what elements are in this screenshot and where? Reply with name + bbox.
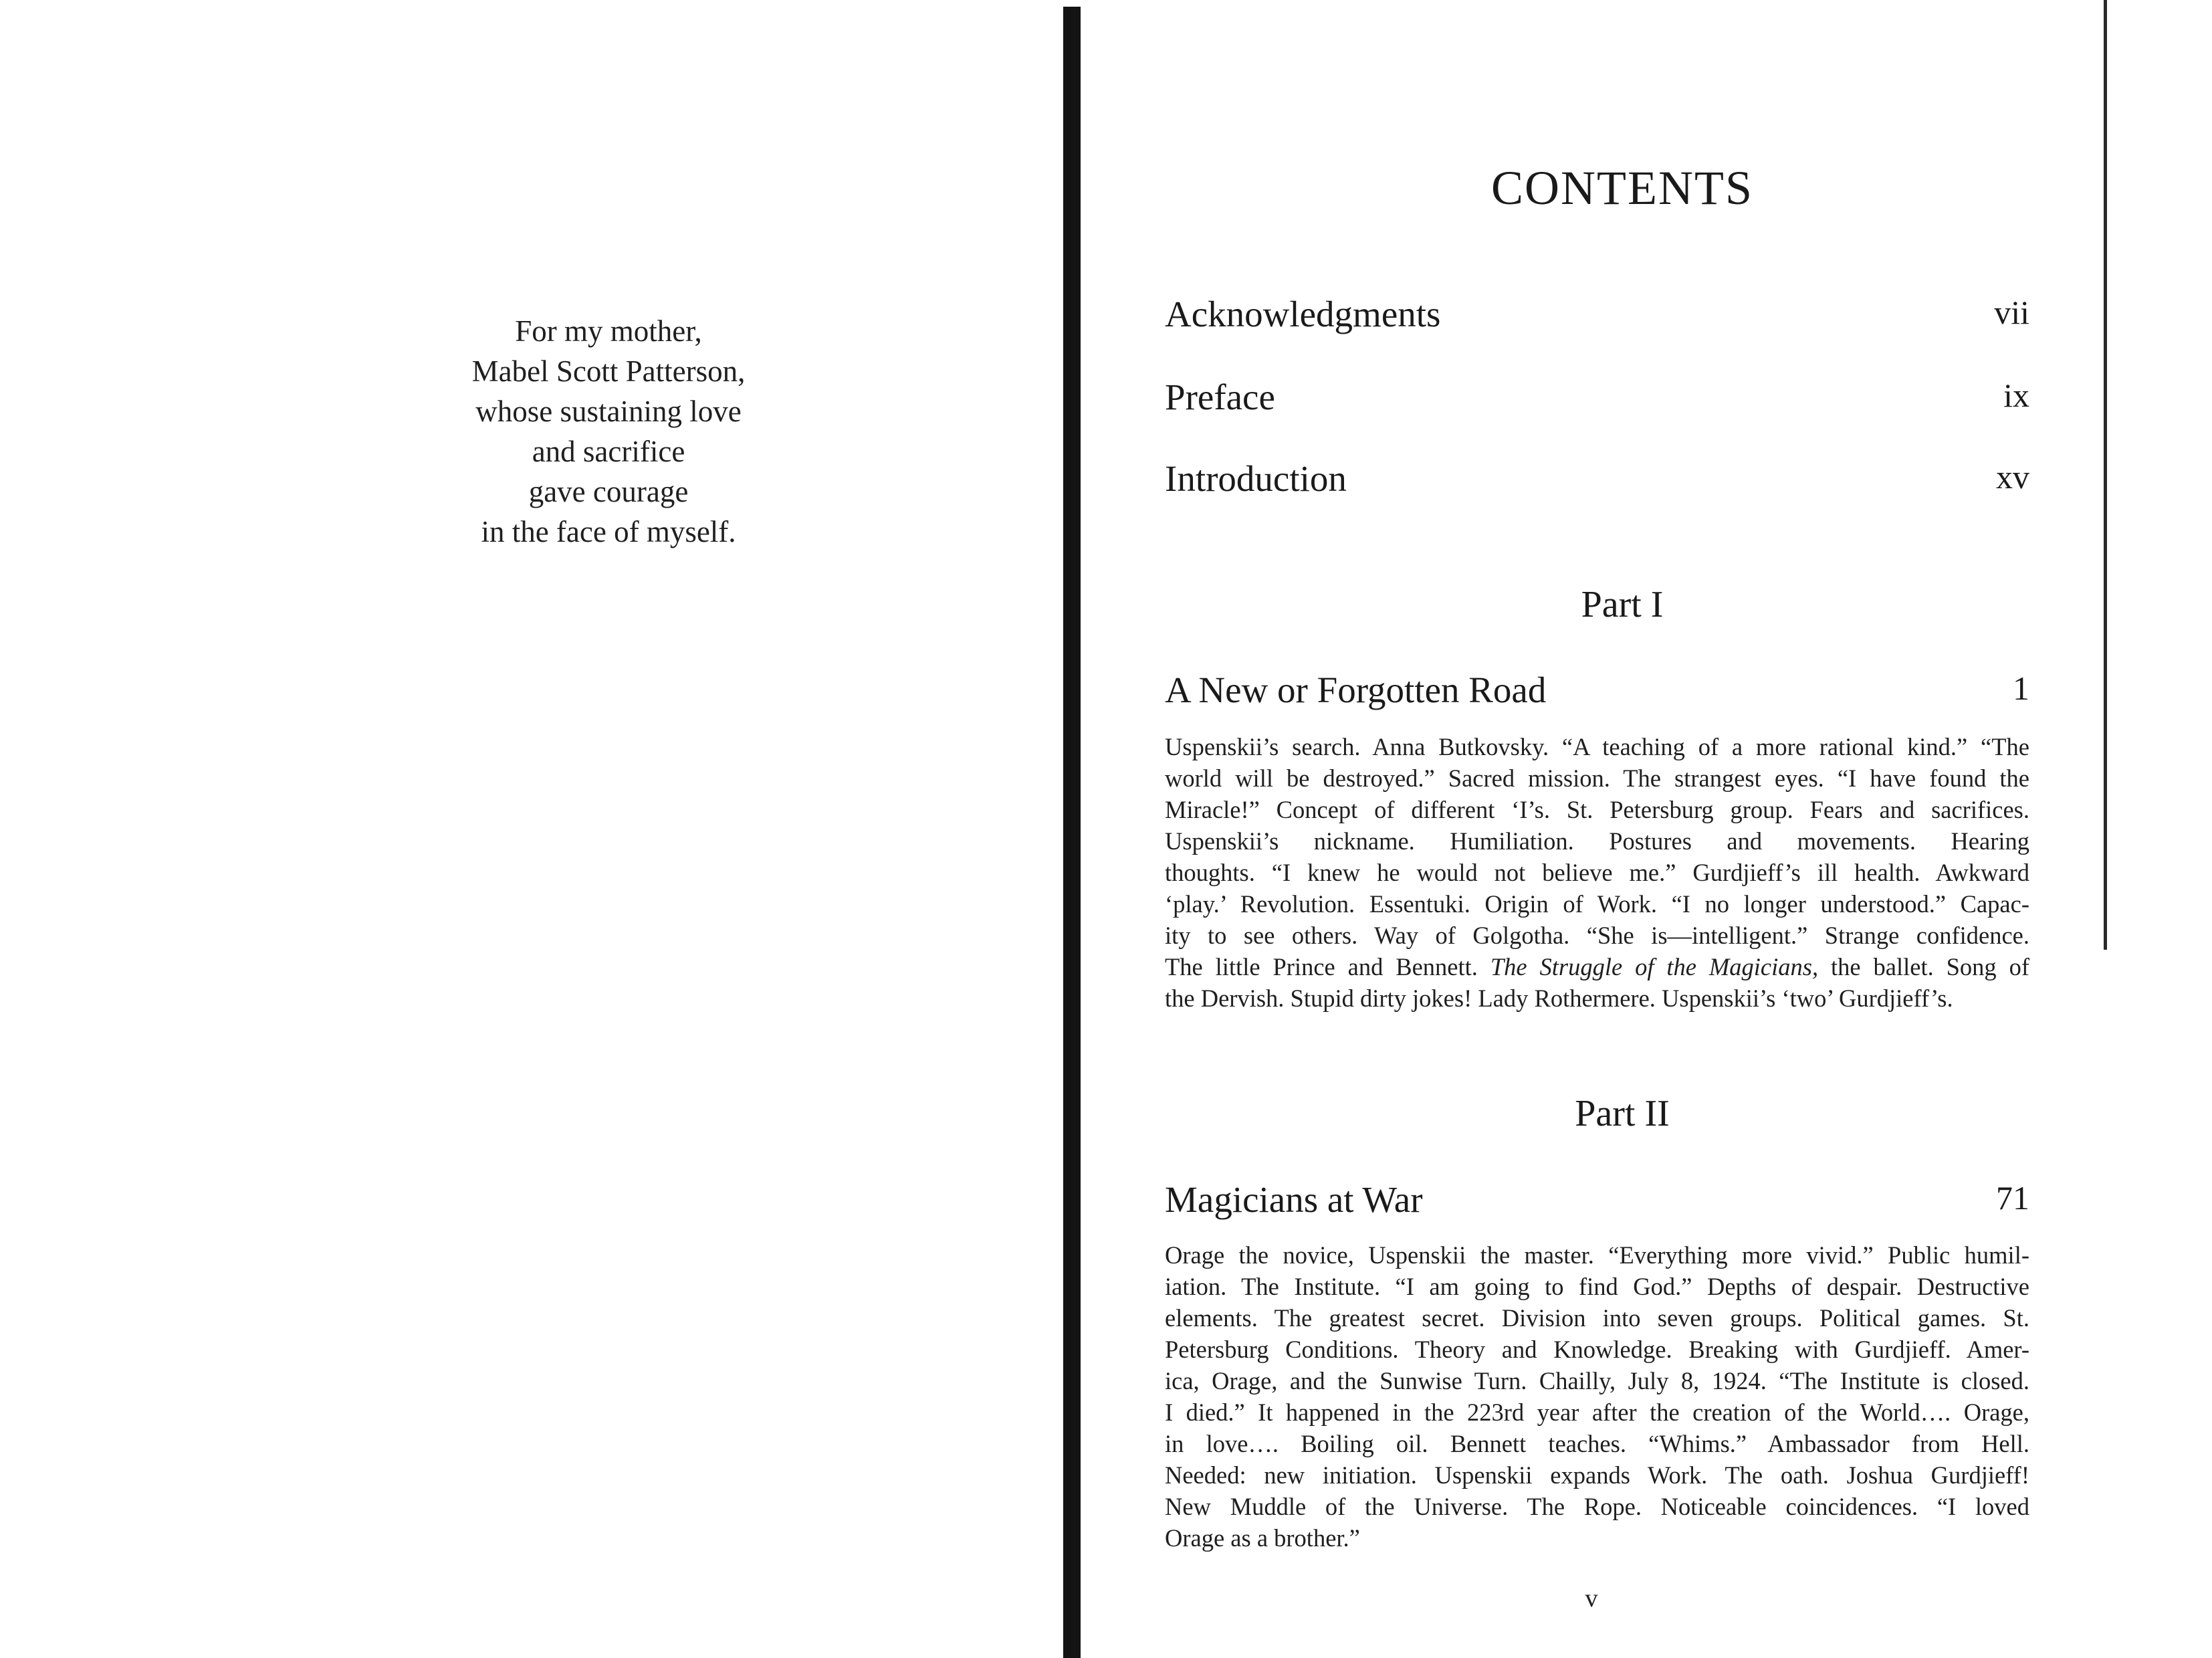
part-heading: Part I — [1581, 584, 1664, 625]
summary-line: Orage the novice, Uspenskii the master. “Everything more vivid.” Public humil- — [1165, 1241, 2029, 1269]
dedication-line: For my mother, — [515, 314, 702, 348]
toc-entry-label: Introduction — [1165, 458, 1347, 499]
book-title-italic: The Struggle of the Magicians, — [1490, 953, 1819, 980]
toc-entry-label: Preface — [1165, 377, 1275, 417]
left-page — [0, 0, 1063, 1658]
toc-entry-page: ix — [2003, 377, 2029, 414]
summary-line: I died.” It happened in the 223rd year after the creation of the World…. Orage, — [1165, 1398, 2029, 1426]
toc-entry-label: Acknowledgments — [1165, 294, 1441, 334]
summary-line: Miracle!” Concept of different ‘I’s. St. Petersburg group. Fears and sacrifices. — [1165, 796, 2029, 823]
page-edge-line — [2104, 0, 2107, 950]
summary-line: elements. The greatest secret. Division into seven groups. Political games. St. — [1165, 1304, 2029, 1332]
toc-entry-page: xv — [1996, 458, 2029, 496]
toc-entry-chapter[interactable] — [1165, 1178, 2029, 1225]
summary-fragment: the ballet. Song of — [1818, 953, 2029, 980]
chapter-page: 1 — [2013, 669, 2029, 707]
dedication-line: gave courage — [528, 475, 689, 508]
summary-line: Petersburg Conditions. Theory and Knowledge. Breaking with Gurdjieff. Amer- — [1165, 1336, 2029, 1363]
toc-entry-acknowledgments[interactable] — [1165, 293, 2029, 340]
part-heading: Part II — [1575, 1093, 1670, 1134]
chapter-page: 71 — [1996, 1179, 2029, 1217]
summary-line: thoughts. “I knew he would not believe me.” Gurdjieff’s ill health. Awkward — [1165, 859, 2029, 886]
chapter-summary — [1165, 1239, 2029, 1554]
dedication-line: Mabel Scott Patterson, — [471, 354, 746, 388]
page-number: v — [1585, 1584, 1598, 1613]
summary-line: Needed: new initiation. Uspenskii expands Work. The oath. Joshua Gurdjieff! — [1165, 1461, 2029, 1489]
toc-entry-page: vii — [1994, 294, 2029, 331]
summary-line: ica, Orage, and the Sunwise Turn. Chailly, July 8, 1924. “The Institute is closed. — [1165, 1367, 2029, 1394]
dedication-line: in the face of myself. — [481, 515, 736, 548]
chapter-title: Magicians at War — [1165, 1179, 1423, 1220]
chapter-title: A New or Forgotten Road — [1165, 669, 1547, 710]
dedication-line: whose sustaining love — [475, 395, 742, 428]
summary-line: Uspenskii’s search. Anna Butkovsky. “A teaching of a more rational kind.” “The — [1165, 733, 2029, 760]
dedication — [374, 311, 843, 552]
summary-line: in love…. Boiling oil. Bennett teaches. “Whims.” Ambassador from Hell. — [1165, 1430, 2029, 1457]
summary-fragment: The little Prince and Bennett. — [1165, 953, 1490, 980]
summary-line: New Muddle of the Universe. The Rope. Noticeable coincidences. “I loved — [1165, 1493, 2029, 1520]
summary-line: Orage as a brother.” — [1165, 1524, 1360, 1552]
summary-line: iation. The Institute. “I am going to find God.” Depths of despair. Destructive — [1165, 1273, 2029, 1300]
summary-line-mixed — [1165, 951, 2029, 982]
summary-line: the Dervish. Stupid dirty jokes! Lady Rothermere. Uspenskii’s ‘two’ Gurdjieff’s. — [1165, 985, 1953, 1012]
book-gutter-shadow — [1063, 7, 1081, 1658]
contents-title: CONTENTS — [1491, 161, 1753, 215]
toc-entry-introduction[interactable] — [1165, 457, 2029, 504]
toc-entry-chapter[interactable] — [1165, 669, 2029, 716]
summary-line: ‘play.’ Revolution. Essentuki. Origin of Work. “I no longer understood.” Capac- — [1165, 890, 2029, 918]
chapter-summary — [1165, 731, 2029, 1014]
dedication-line: and sacrifice — [532, 435, 685, 468]
summary-line: world will be destroyed.” Sacred mission. The strangest eyes. “I have found the — [1165, 764, 2029, 792]
summary-line: Uspenskii’s nickname. Humiliation. Postures and movements. Hearing — [1165, 827, 2029, 855]
toc-entry-preface[interactable] — [1165, 376, 2029, 423]
summary-line: ity to see others. Way of Golgotha. “She is—intelligent.” Strange confidence. — [1165, 922, 2029, 949]
